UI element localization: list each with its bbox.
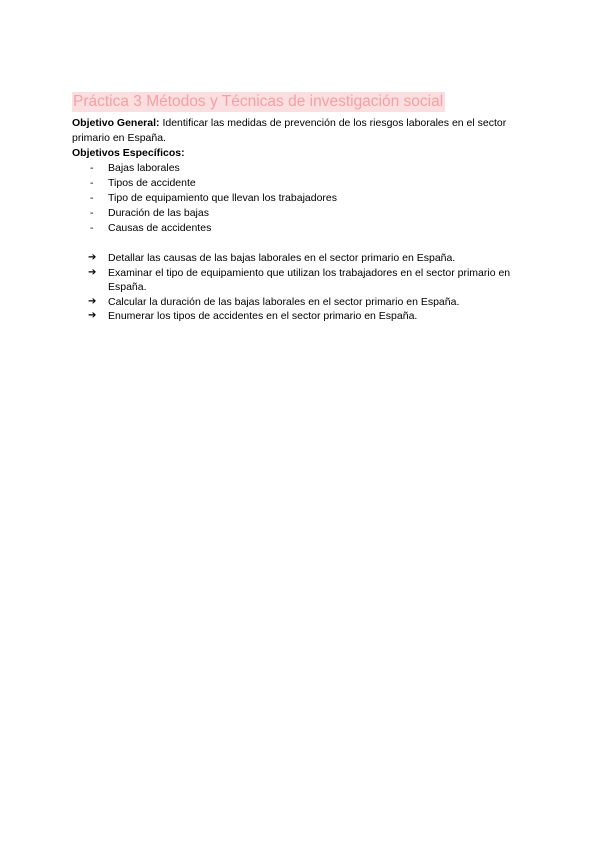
arrow-icon: ➔ [88,295,97,307]
document-title: Práctica 3 Métodos y Técnicas de investigación social [73,93,444,110]
arrow-icon: ➔ [88,266,97,278]
list-item [72,251,528,266]
arrow-icon: ➔ [88,310,97,321]
arrow-icon: ➔ [88,252,97,263]
dash-marker: - [90,177,94,189]
dash-marker: - [90,162,94,174]
list-item-text: Duración de las bajas [108,207,209,219]
document-page [72,92,528,324]
list-item-text: Bajas laborales [108,162,180,174]
specific-objectives-list [72,161,528,236]
list-item [72,221,528,236]
list-item-text: Enumerar los tipos de accidentes en el sector primario en España. [108,310,418,322]
list-item [72,295,528,310]
general-objective-label: Objetivo General: [72,117,160,129]
arrow-objectives-list [72,251,528,324]
list-item [72,176,528,191]
list-item [72,161,528,176]
spacer [72,236,528,251]
list-item-text: Tipo de equipamiento que llevan los trabajadores [108,192,338,204]
list-item-text: Tipos de accidente [108,177,196,189]
list-item [72,206,528,221]
list-item [72,191,528,206]
list-item [72,309,528,324]
list-item-text: Examinar el tipo de equipamiento que utilizan los trabajadores en el sector primario en España. [108,266,511,293]
list-item-text: Detallar las causas de las bajas laborales en el sector primario en España. [108,252,456,264]
list-item-text: Causas de accidentes [108,222,212,234]
list-item-text: Calcular la duración de las bajas laborales en el sector primario en España. [108,295,460,308]
general-objective-text: Identificar las medidas de prevención de los riesgos laborales en el sector primario en España. [72,117,507,144]
dash-marker: - [90,207,94,219]
dash-marker: - [90,192,94,204]
specific-objectives-heading [72,146,528,161]
list-item [72,266,528,295]
specific-objectives-heading-text: Objetivos Específicos: [72,147,185,159]
dash-marker: - [90,222,94,234]
general-objective [72,116,528,146]
